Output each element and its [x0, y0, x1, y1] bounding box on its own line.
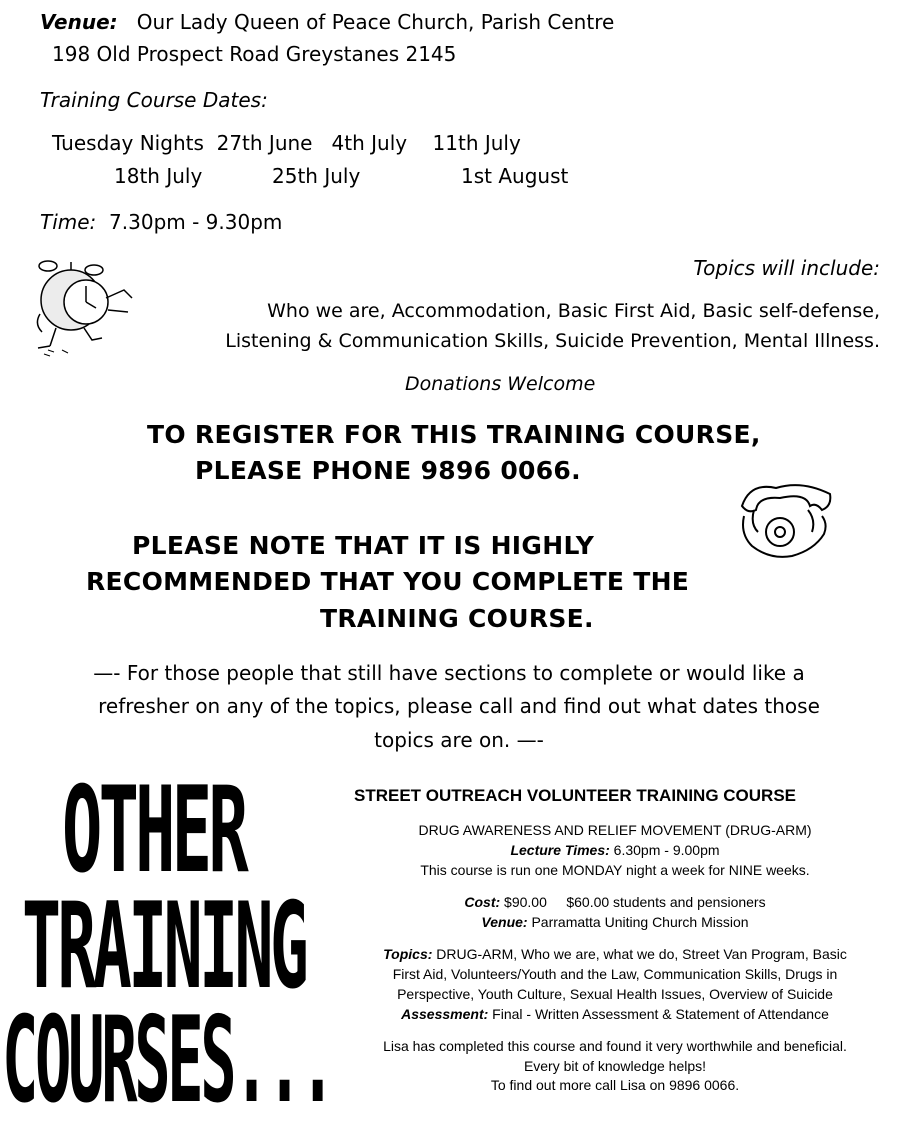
street-topics-line2: First Aid, Volunteers/Youth and the Law, Communication Skills, Drugs in	[392, 966, 838, 982]
register-line1: TO REGISTER FOR THIS TRAINING COURSE,	[147, 420, 761, 449]
lisa-line2: Every bit of knowledge helps!	[523, 1058, 707, 1074]
donations-welcome: Donations Welcome	[405, 373, 596, 395]
time-line	[40, 210, 282, 234]
lisa-line3: To find out more call Lisa on 9896 0066.	[490, 1077, 740, 1093]
street-org: DRUG AWARENESS AND RELIEF MOVEMENT (DRUG-ARM)	[418, 822, 812, 838]
note-line2: RECOMMENDED THAT YOU COMPLETE THE	[86, 567, 690, 596]
other-heading-line2: TRAINING	[22, 878, 306, 1016]
register-line2: PLEASE PHONE 9896 0066.	[195, 456, 581, 485]
street-title: STREET OUTREACH VOLUNTEER TRAINING COURSE	[354, 786, 797, 805]
dates-line1: Tuesday Nights 27th June 4th July 11th July	[52, 131, 521, 155]
date-25-july: 25th July	[272, 164, 361, 188]
lecture-times-label: Lecture Times:	[510, 842, 610, 858]
venue-name: Our Lady Queen of Peace Church, Parish Centre	[136, 10, 615, 34]
lecture-times-line	[330, 842, 898, 858]
date-18-july: 18th July	[114, 164, 203, 188]
refresher-line1: —- For those people that still have sections to complete or would like a	[93, 661, 805, 685]
note-line1: PLEASE NOTE THAT IT IS HIGHLY	[132, 531, 595, 560]
venue-line	[40, 10, 614, 34]
lisa-line1: Lisa has completed this course and found it very worthwhile and beneficial.	[383, 1038, 847, 1054]
other-heading-line1: OTHER	[62, 762, 245, 900]
dates-label: Training Course Dates:	[40, 88, 268, 112]
street-venue-label: Venue:	[481, 914, 528, 930]
street-topics-label: Topics:	[383, 946, 433, 962]
topics-line2: Listening & Communication Skills, Suicide Prevention, Mental Illness.	[225, 330, 880, 352]
topics-heading: Topics will include:	[693, 256, 880, 280]
refresher-line2: refresher on any of the topics, please call and find out what dates those	[98, 694, 820, 718]
street-venue-value: Parramatta Uniting Church Mission	[527, 914, 749, 930]
refresher-line3: topics are on. —-	[374, 728, 544, 752]
street-topics-line3: Perspective, Youth Culture, Sexual Health Issues, Overview of Suicide	[397, 986, 833, 1002]
topics-line1: Who we are, Accommodation, Basic First Aid, Basic self-defense,	[267, 300, 880, 322]
assessment-label: Assessment:	[401, 1006, 489, 1022]
assessment-value: Final - Written Assessment & Statement of Attendance	[488, 1006, 829, 1022]
assessment-line	[330, 1006, 898, 1022]
street-topics-text1: DRUG-ARM, Who we are, what we do, Street Van Program, Basic	[432, 946, 847, 962]
lecture-times-value: 6.30pm - 9.00pm	[609, 842, 720, 858]
date-1-august: 1st August	[461, 164, 569, 188]
street-topics-line1	[330, 946, 898, 962]
venue-address: 198 Old Prospect Road Greystanes 2145	[52, 42, 457, 66]
running-alarm-clock-icon	[28, 258, 140, 358]
telephone-icon	[736, 476, 836, 562]
frequency-line: This course is run one MONDAY night a week for NINE weeks.	[420, 862, 810, 878]
other-heading-line3: COURSES...	[2, 992, 333, 1130]
cost-line	[330, 894, 898, 910]
street-venue-line	[330, 914, 898, 930]
note-line3: TRAINING COURSE.	[320, 604, 594, 633]
cost-value: $90.00 $60.00 students and pensioners	[500, 894, 766, 910]
cost-label: Cost:	[464, 894, 501, 910]
time-label: Time:	[40, 210, 97, 234]
venue-label: Venue:	[40, 10, 118, 34]
time-value: 7.30pm - 9.30pm	[109, 210, 283, 234]
